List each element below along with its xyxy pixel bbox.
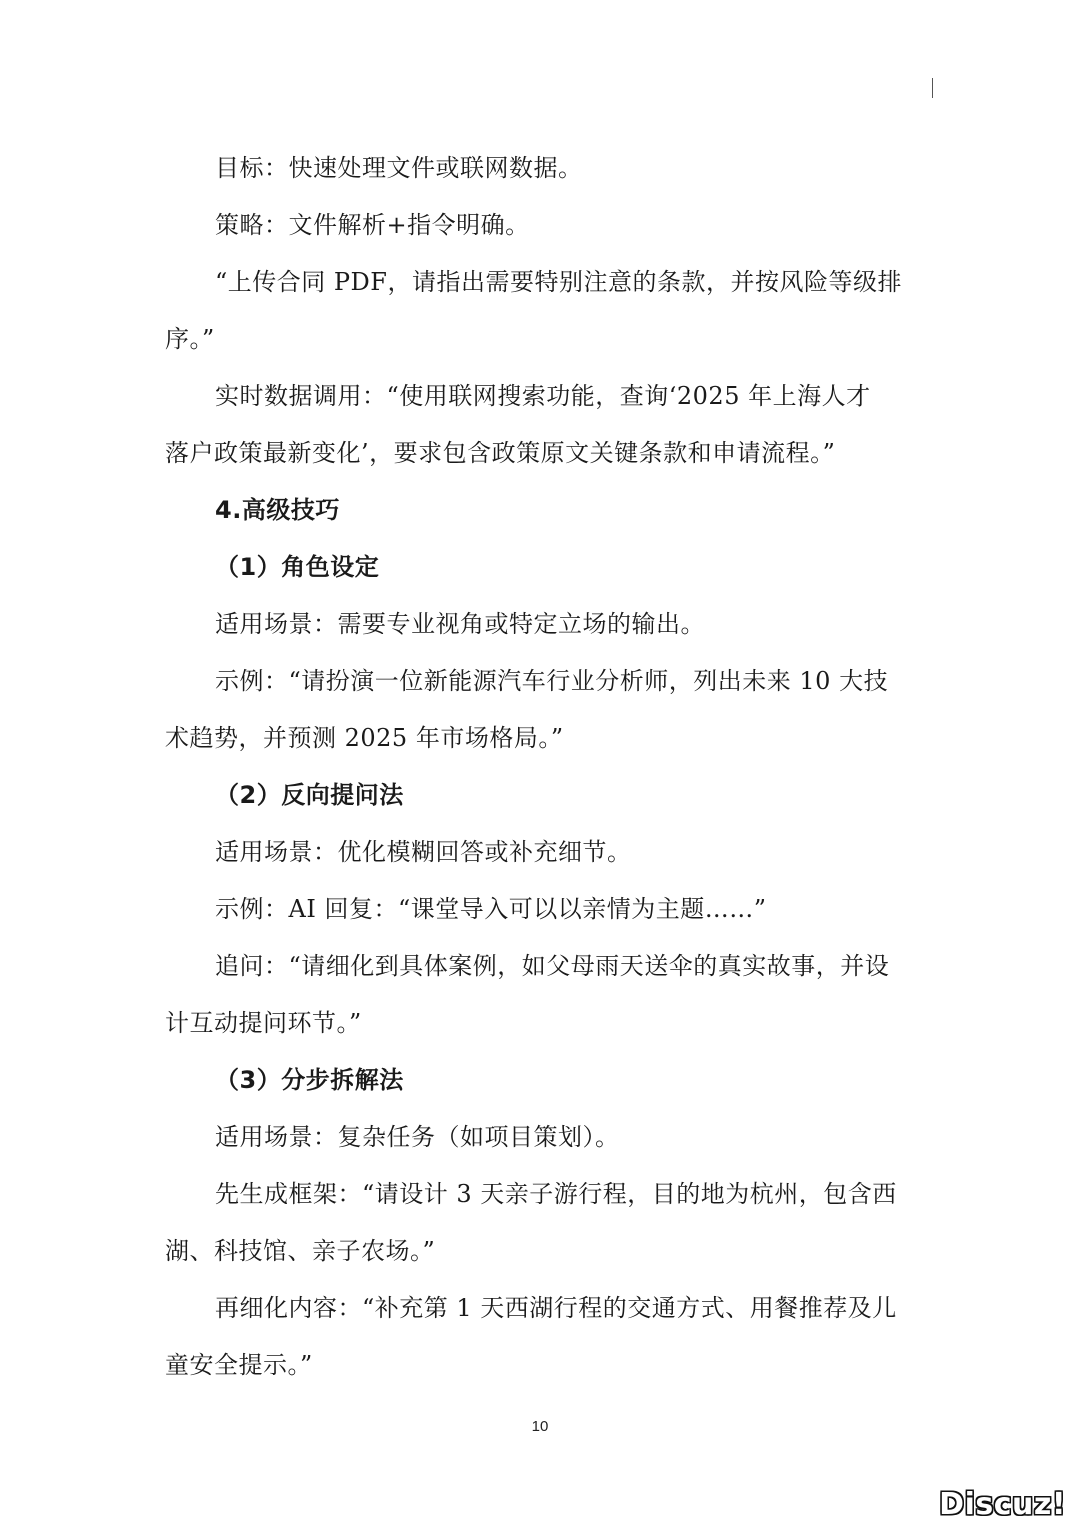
paragraph-line: 童安全提示。” [165,1351,313,1379]
paragraph-line: 先生成框架：“请设计 3 天亲子游行程，目的地为杭州，包含西 [215,1180,897,1208]
section-heading: （1）角色设定 [215,553,380,581]
paragraph-line: 计互动提问环节。” [165,1009,362,1037]
document-body [165,140,920,1394]
paragraph-line: 序。” [165,325,215,353]
paragraph-line: 示例：AI 回复：“课堂导入可以以亲情为主题……” [215,895,767,923]
paragraph-line: 适用场景：需要专业视角或特定立场的输出。 [215,610,705,638]
section-heading: （2）反向提问法 [215,781,404,809]
paragraph-line: 策略：文件解析+指令明确。 [215,211,530,239]
paragraph-line: 适用场景：复杂任务（如项目策划）。 [215,1123,620,1151]
paragraph-line: 适用场景：优化模糊回答或补充细节。 [215,838,632,866]
paragraph-line: 湖、科技馆、亲子农场。” [165,1237,436,1265]
paragraph-line: 术趋势，并预测 2025 年市场格局。” [165,724,564,752]
section-heading: 4.高级技巧 [215,496,340,524]
section-heading: （3）分步拆解法 [215,1066,404,1094]
text-cursor-mark [932,78,933,98]
paragraph-line: 再细化内容：“补充第 1 天西湖行程的交通方式、用餐推荐及儿 [215,1294,897,1322]
paragraph-line: 追问：“请细化到具体案例，如父母雨天送伞的真实故事，并设 [215,952,890,980]
paragraph-line: 示例：“请扮演一位新能源汽车行业分析师，列出未来 10 大技 [215,667,889,695]
paragraph-line: 实时数据调用：“使用联网搜索功能，查询‘2025 年上海人才 [215,382,871,410]
paragraph-line: 落户政策最新变化’，要求包含政策原文关键条款和申请流程。” [165,439,836,467]
paragraph-line: 目标：快速处理文件或联网数据。 [215,154,583,182]
page-number: 10 [531,1418,549,1435]
paragraph-line: “上传合同 PDF，请指出需要特别注意的条款，并按风险等级排 [215,268,902,296]
discuz-watermark-logo: Discuz! [939,1487,1066,1522]
